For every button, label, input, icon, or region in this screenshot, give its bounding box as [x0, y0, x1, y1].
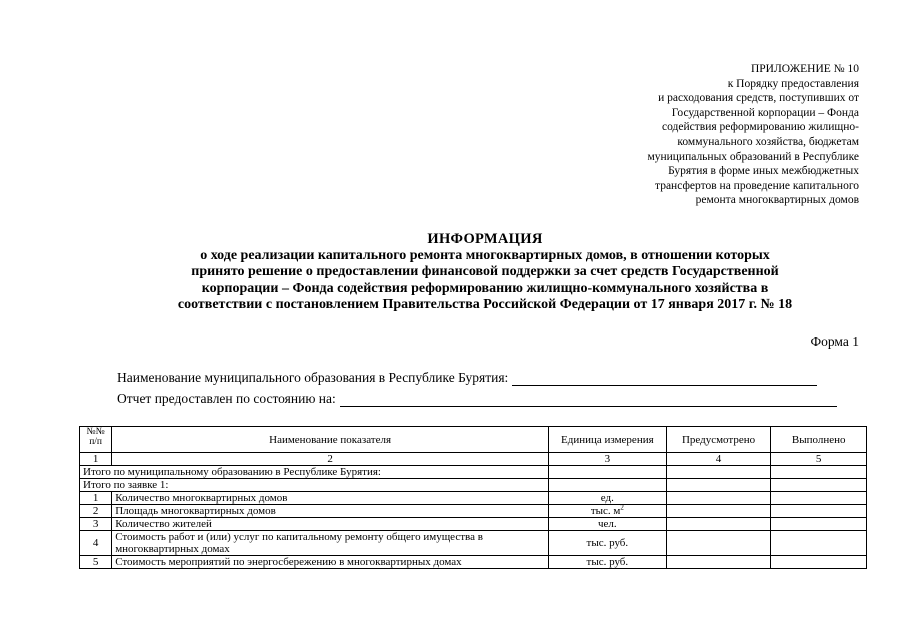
table-row — [80, 492, 867, 505]
document-title — [60, 231, 905, 314]
table-cell[interactable] — [771, 518, 867, 531]
table-cell[interactable] — [666, 492, 771, 505]
row-unit: тыс. руб. — [548, 531, 666, 556]
table-row — [80, 505, 867, 518]
municipality-input-line[interactable] — [512, 371, 817, 386]
col-number: 5 — [771, 453, 867, 466]
appendix-line: муниципальных образований в Республике — [647, 150, 859, 163]
row-num: 2 — [80, 505, 112, 518]
row-name: Площадь многоквартирных домов — [112, 505, 549, 518]
appendix-block — [559, 62, 859, 208]
title-line: соответствии с постановлением Правительства Российской Федерации от 17 января 2017 г. № 18 — [177, 297, 793, 312]
form-number-label: Форма 1 — [810, 334, 859, 349]
indicators-table — [79, 426, 867, 569]
col-number: 4 — [666, 453, 771, 466]
row-unit: ед. — [548, 492, 666, 505]
appendix-line: коммунального хозяйства, бюджетам — [677, 135, 859, 148]
table-row — [80, 556, 867, 569]
table-cell[interactable] — [771, 505, 867, 518]
title-heading: ИНФОРМАЦИЯ — [427, 231, 543, 247]
table-cell[interactable] — [666, 466, 771, 479]
row-name: Стоимость работ и (или) услуг по капитальному ремонту общего имущества в многоквартирных домах — [112, 531, 549, 556]
row-name: Стоимость мероприятий по энергосбережению в многоквартирных домах — [112, 556, 549, 569]
table-cell[interactable] — [771, 479, 867, 492]
total-municipality-row — [80, 466, 867, 479]
appendix-line: ремонта многоквартирных домов — [695, 194, 859, 207]
appendix-line: содействия реформированию жилищно- — [662, 121, 859, 134]
col-number: 3 — [548, 453, 666, 466]
row-unit-superscript: 2 — [620, 503, 624, 512]
table-cell[interactable] — [666, 518, 771, 531]
row-num: 1 — [80, 492, 112, 505]
table-cell[interactable] — [666, 505, 771, 518]
total-request-row — [80, 479, 867, 492]
table-row — [80, 518, 867, 531]
title-line: о ходе реализации капитального ремонта многоквартирных домов, в отношении которых — [200, 247, 770, 263]
table-header-row — [80, 427, 867, 453]
header-unit: Единица измерения — [548, 427, 666, 453]
row-unit-cell — [548, 505, 666, 518]
municipality-label: Наименование муниципального образования в Республике Бурятия: — [117, 370, 509, 385]
row-unit: тыс. м — [590, 505, 621, 517]
municipality-field — [117, 370, 817, 386]
table-cell[interactable] — [771, 556, 867, 569]
appendix-line: Государственной корпорации – Фонда — [671, 106, 859, 119]
table-cell[interactable] — [666, 531, 771, 556]
report-date-label: Отчет предоставлен по состоянию на: — [117, 391, 336, 406]
table-cell[interactable] — [548, 466, 666, 479]
appendix-line: трансфертов на проведение капитального — [655, 179, 859, 192]
table-row — [80, 531, 867, 556]
table-cell[interactable] — [666, 479, 771, 492]
report-date-field — [117, 391, 837, 407]
appendix-line: к Порядку предоставления — [727, 77, 859, 90]
header-num: №№ п/п — [80, 427, 112, 453]
appendix-line: и расходования средств, поступивших от — [658, 92, 859, 105]
appendix-line: ПРИЛОЖЕНИЕ № 10 — [750, 63, 859, 75]
table-cell[interactable] — [666, 556, 771, 569]
title-line: принято решение о предоставлении финансовой поддержки за счет средств Государственной — [191, 264, 779, 279]
row-unit: чел. — [548, 518, 666, 531]
col-number: 1 — [80, 453, 112, 466]
table-cell[interactable] — [771, 466, 867, 479]
report-date-input-line[interactable] — [340, 392, 837, 407]
header-done: Выполнено — [771, 427, 867, 453]
table-cell[interactable] — [771, 531, 867, 556]
appendix-line: Бурятия в форме иных межбюджетных — [668, 165, 859, 178]
column-numbers-row — [80, 453, 867, 466]
col-number: 2 — [112, 453, 549, 466]
total-municipality-label: Итого по муниципальному образованию в Республике Бурятия: — [80, 466, 549, 479]
total-request-label: Итого по заявке 1: — [80, 479, 549, 492]
title-line: корпорации – Фонда содействия реформированию жилищно-коммунального хозяйства в — [201, 280, 769, 296]
header-name: Наименование показателя — [112, 427, 549, 453]
row-num: 4 — [80, 531, 112, 556]
row-name: Количество многоквартирных домов — [112, 492, 549, 505]
table-cell[interactable] — [548, 479, 666, 492]
row-num: 5 — [80, 556, 112, 569]
row-unit: тыс. руб. — [548, 556, 666, 569]
row-num: 3 — [80, 518, 112, 531]
header-planned: Предусмотрено — [666, 427, 771, 453]
table-cell[interactable] — [771, 492, 867, 505]
row-name: Количество жителей — [112, 518, 549, 531]
